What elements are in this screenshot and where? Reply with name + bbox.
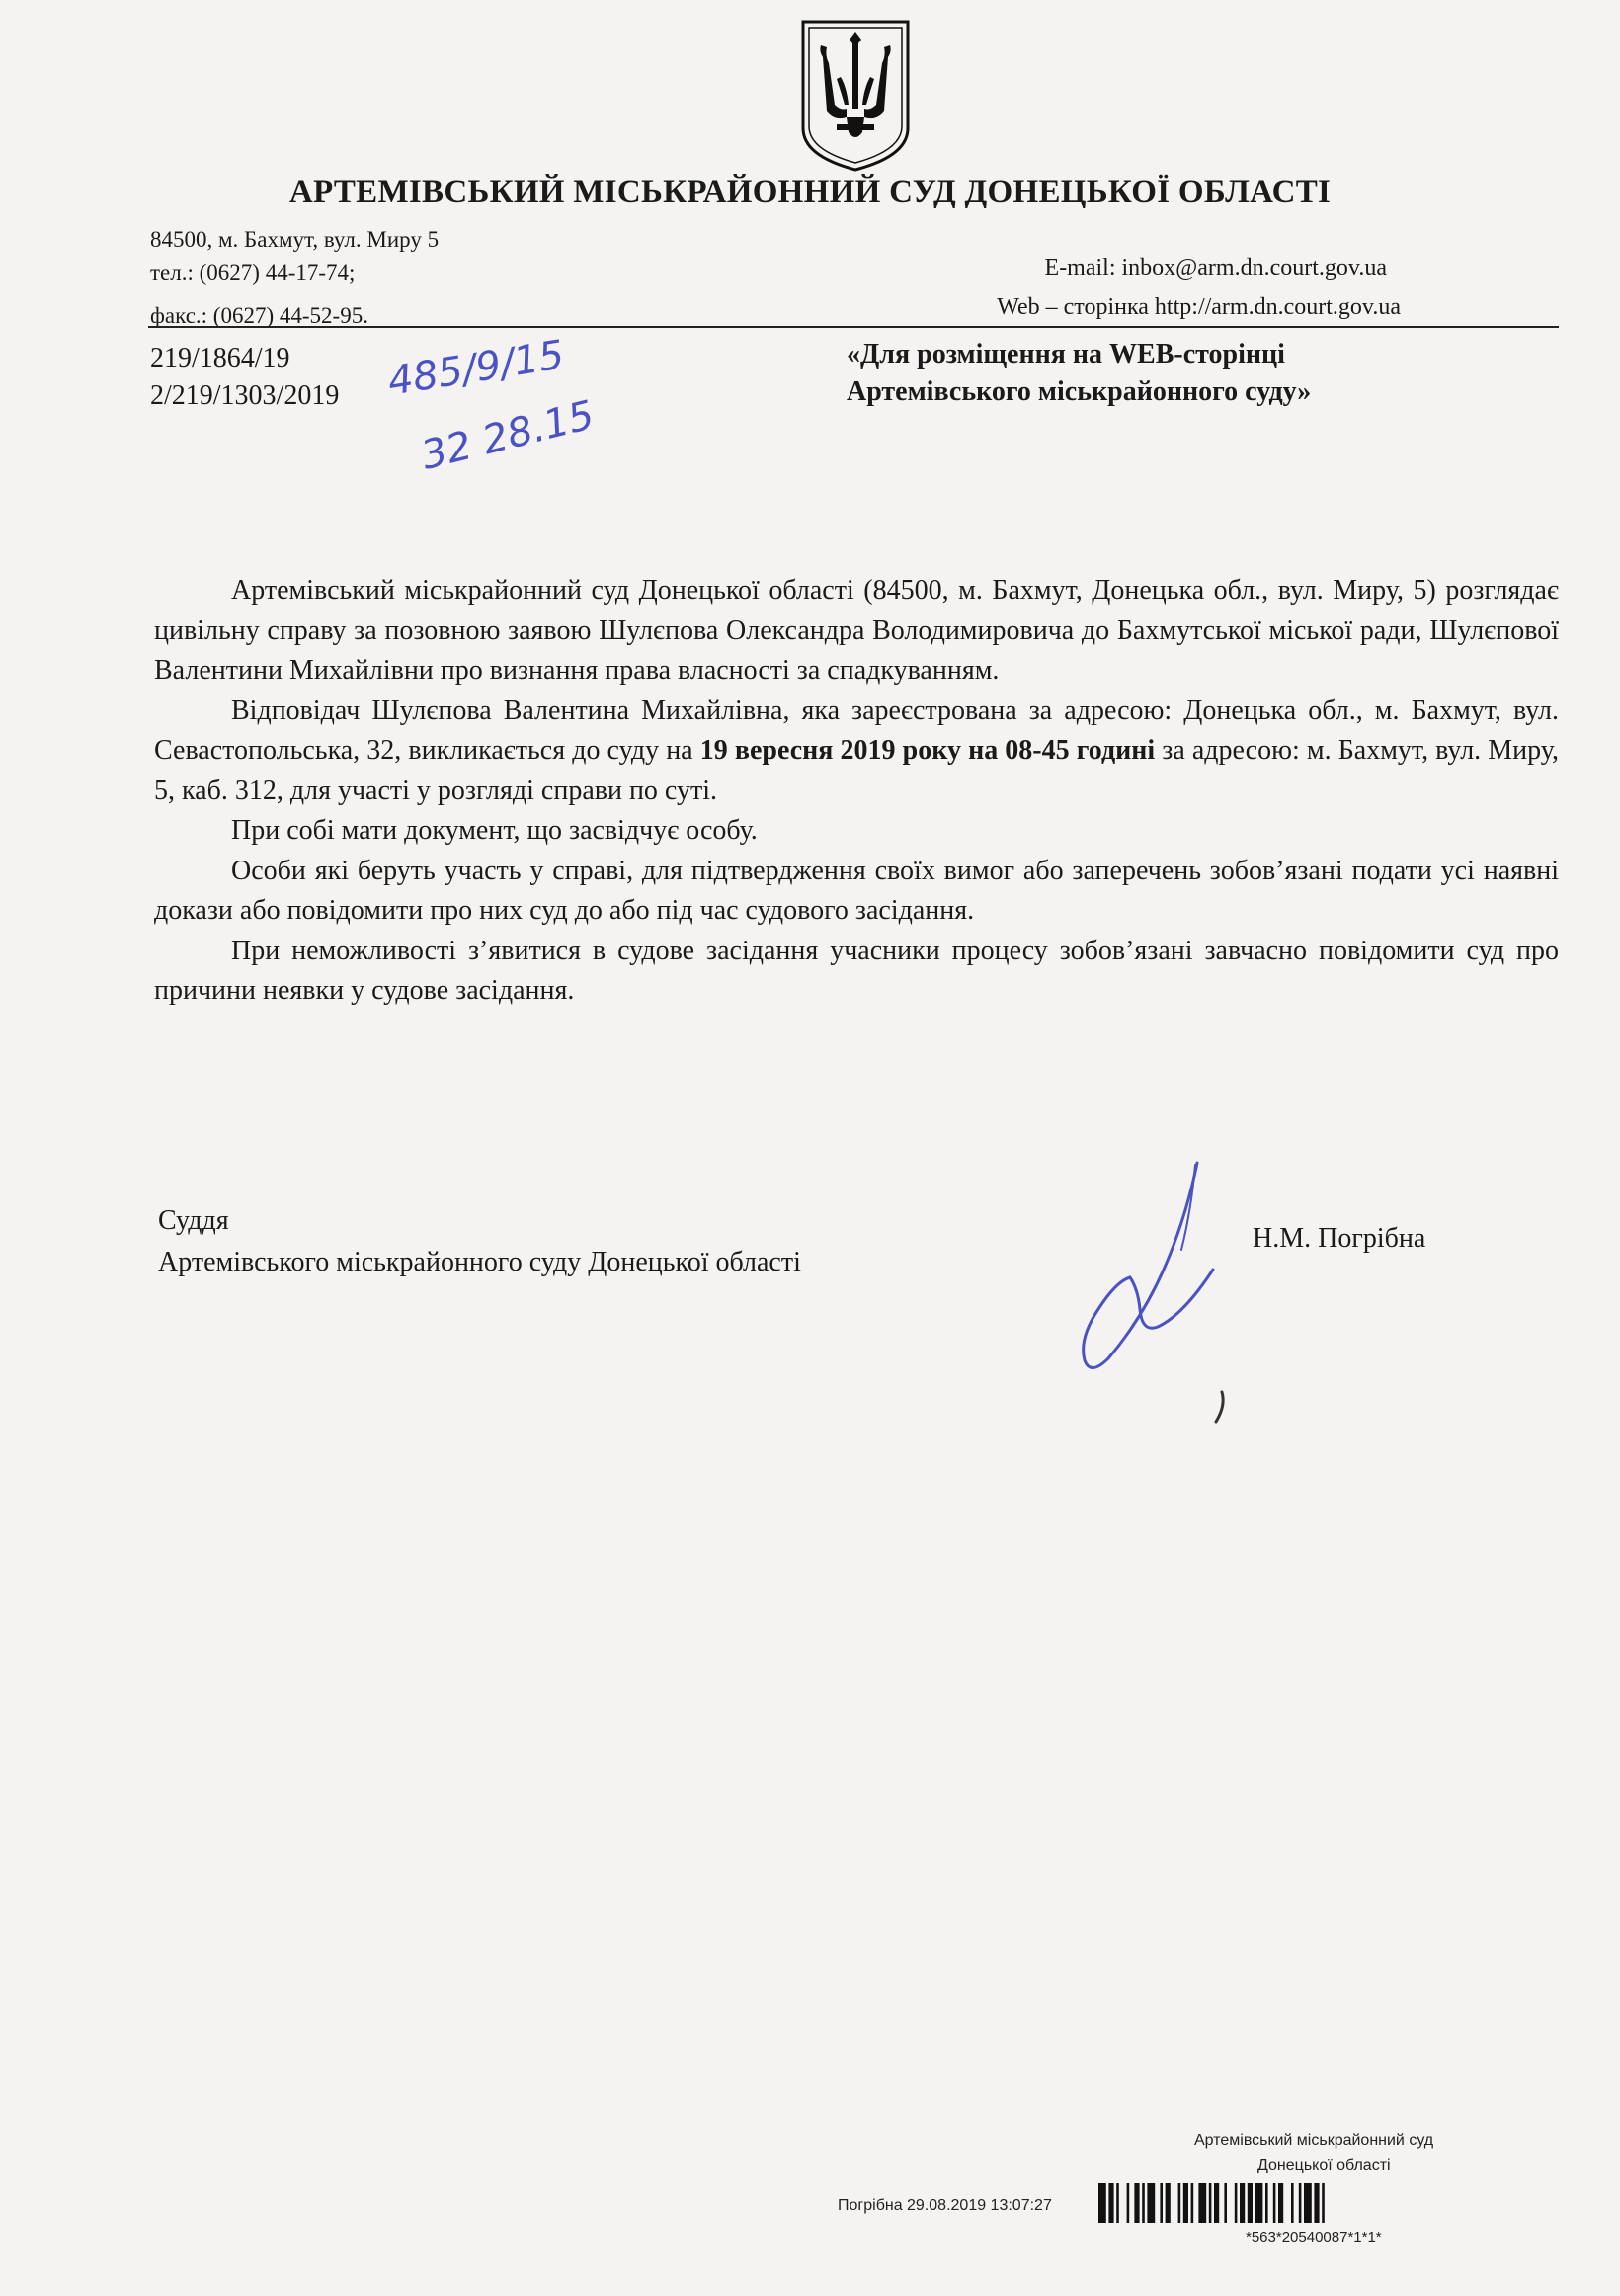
barcode-bar [1240, 2183, 1245, 2223]
signatory-court: Артемівського міськрайонного суду Донецької області [158, 1247, 801, 1277]
barcode-bar [1278, 2183, 1283, 2223]
barcode-bar [1178, 2183, 1181, 2223]
barcode-bar [1291, 2183, 1294, 2223]
barcode-bar [1273, 2183, 1276, 2223]
barcode-bar [1183, 2183, 1188, 2223]
barcode-bar [1235, 2183, 1238, 2223]
body-paragraph-2 [154, 692, 1559, 812]
stamp-court-line-1: Артемівський міськрайонний суд [1194, 2132, 1434, 2149]
barcode-bar [1214, 2183, 1219, 2223]
stamp-document-code: *563*20540087*1*1* [1246, 2229, 1382, 2246]
web-note-line-2: Артемівського міськрайонного суду» [847, 376, 1312, 407]
hearing-date-time: 19 вересня 2019 року на 08-45 годині [699, 735, 1156, 766]
handwritten-note-2: 32 28.15 [417, 392, 600, 479]
barcode-bar [1256, 2183, 1263, 2223]
court-website: Web – сторінка http://arm.dn.court.gov.ua [997, 294, 1401, 320]
barcode-bar [1191, 2183, 1194, 2223]
barcode-bar [1134, 2183, 1139, 2223]
stamp-court-line-2: Донецької області [1257, 2157, 1391, 2173]
paragraph-2-end: за адресою: м. Бахмут, вул. Миру, 5, каб. 312, для участі у розгляді справи по суті. [154, 735, 1559, 806]
notice-body [154, 571, 1559, 1012]
body-paragraph-4: Особи які беруть участь у справі, для підтвердження своїх вимог або заперечень зобов’язані подати усі наявні докази або повідомити про них суд до або під час судового засідання. [154, 855, 1559, 926]
barcode-bar [1127, 2183, 1130, 2223]
court-phone: тел.: (0627) 44-17-74; [150, 260, 356, 285]
court-address: 84500, м. Бахмут, вул. Миру 5 [150, 227, 440, 252]
barcode-bar [1248, 2183, 1253, 2223]
barcode-bar [1147, 2183, 1155, 2223]
barcode-bar [1224, 2183, 1227, 2223]
ink-mark-icon [1210, 1388, 1230, 1428]
signatory-role [158, 1200, 801, 1283]
barcode-bar [1116, 2183, 1119, 2223]
header-divider [148, 326, 1559, 328]
barcode-bar [1265, 2183, 1268, 2223]
case-number-1: 219/1864/19 [150, 343, 290, 373]
barcode-bar [1299, 2183, 1302, 2223]
barcode-bar [1314, 2183, 1319, 2223]
barcode-bar [1108, 2183, 1113, 2223]
web-note-line-1: «Для розміщення на WEB-сторінці [847, 339, 1285, 369]
judge-name: Н.М. Погрібна [1253, 1223, 1426, 1254]
court-email: E-mail: inbox@arm.dn.court.gov.ua [1044, 255, 1387, 281]
paragraph-2-start: Відповідач Шулєпова Валентина Михайлівна, яка зареєстрована за адресою: Донецька обл., м. Бахмут, вул. Севастопольська, 32, викликається до суду на [154, 695, 1559, 766]
body-paragraph-3: При собі мати документ, що засвідчує особу. [231, 815, 758, 846]
handwritten-note-1: 485/9/15 [384, 332, 568, 405]
barcode-bar [1098, 2183, 1106, 2223]
barcode-bar [1304, 2183, 1312, 2223]
web-publication-note [847, 336, 1311, 411]
barcode-bar [1322, 2183, 1325, 2223]
barcode-bar [1160, 2183, 1163, 2223]
handwritten-signature-icon [1047, 1151, 1245, 1378]
body-paragraph-1: Артемівський міськрайонний суд Донецької області (84500, м. Бахмут, Донецька обл., вул. Миру, 5) розглядає цивільну справу за позовною заявою Шулєпова Олександра Володимировича до Бахмутської міської ради, Шулєпової Валентини Михайлівни про визнання права власності за спадкуванням. [154, 575, 1559, 686]
barcode-bar [1166, 2183, 1171, 2223]
court-title: АРТЕМІВСЬКИЙ МІСЬКРАЙОННИЙ СУД ДОНЕЦЬКОЇ ОБЛАСТІ [288, 174, 1332, 209]
barcode-bar [1142, 2183, 1145, 2223]
barcode-bar [1209, 2183, 1212, 2223]
signatory-title: Суддя [158, 1205, 229, 1236]
barcode-icon [1098, 2183, 1579, 2223]
stamp-signer-timestamp: Погрібна 29.08.2019 13:07:27 [838, 2197, 1052, 2214]
body-paragraph-5: При неможливості з’явитися в судове засідання учасники процесу зобов’язані завчасно повідомити суд про причини неявки у судове засідання. [154, 935, 1559, 1006]
coat-of-arms-icon [797, 18, 914, 174]
court-fax: факс.: (0627) 44-52-95. [150, 303, 368, 328]
case-number-2: 2/219/1303/2019 [150, 380, 340, 411]
barcode-bar [1198, 2183, 1206, 2223]
